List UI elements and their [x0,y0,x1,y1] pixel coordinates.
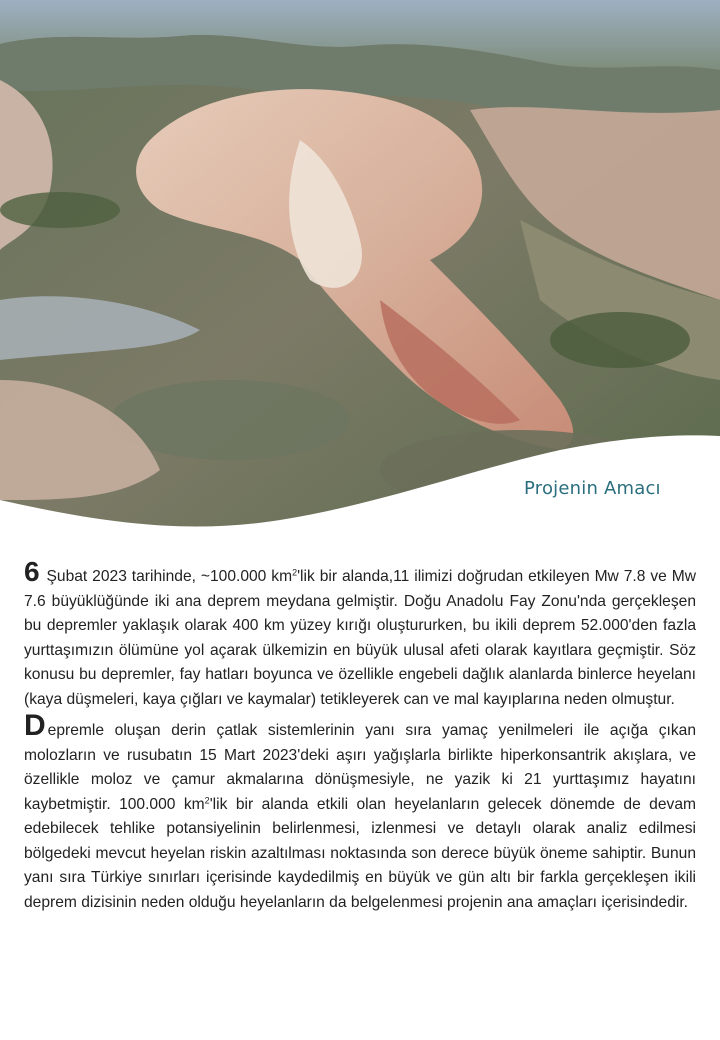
paragraph-text: 'lik bir alanda etkili olan heyelanların gelecek dönemde de devam edebilecek tehlike potansiyelinin belirlenmesi, izlenmesi ve detaylı olarak analiz edilmesi bölgedeki mevcut heyelan riskin azaltılması noktasında son derece büyük öneme sahiptir. Bunun yanı sıra Türkiye sınırları içerisinde kaydedilmiş en büyük ve gün altı bir farkla gerçekleşen ikili deprem dizisinin neden olduğu heyelanların da belgelenmesi projenin ana amaçları içerisindedir. [24,795,696,911]
drop-cap: D [24,709,46,742]
drop-cap: 6 [24,556,40,587]
paragraph-1 [24,556,696,712]
paragraph-text: 'lik bir alanda,11 ilimizi doğrudan etkileyen Mw 7.8 ve Mw 7.6 büyüklüğünde iki ana deprem meydana gelmiştir. Doğu Anadolu Fay Zonu'nda gerçekleşen bu depremler yaklaşık olarak 400 km yüzey kırığı oluştururken, bu ikili deprem 52.000'den fazla yurttaşımızın ölümüne yol açarak ülkemizin en büyük ulusal afeti olarak kayıtlara geçmiştir. Söz konusu bu depremler, fay hatları boyunca ve özellikle engebeli dağlık alanlarda binlerce heyelanı (kaya düşmeleri, kaya çığları ve kaymalar) tetikleyerek can ve mal kayıplarına neden olmuştur. [24,568,696,708]
section-title: Projenin Amacı [524,478,661,499]
superscript: 2 [292,567,298,578]
paragraph-text: epremle oluşan derin çatlak sistemlerinin yanı sıra yamaç yenilmeleri ile açığa çıkan molozların ve rusubatın 15 Mart 2023'deki aşırı yağışlarla birlikte hiperkonsantrik akışlara, ve özellikle moloz ve çamur akmalarına dönüşmesiyle, ne yazik ki 21 yurttaşımız hayatını kaybetmiştir. 100.000 km [24,722,696,813]
superscript: 2 [204,795,210,806]
paragraph-text: Şubat 2023 tarihinde, ~100.000 km [41,568,293,585]
paragraph-2 [24,709,696,915]
body-text [24,556,696,915]
